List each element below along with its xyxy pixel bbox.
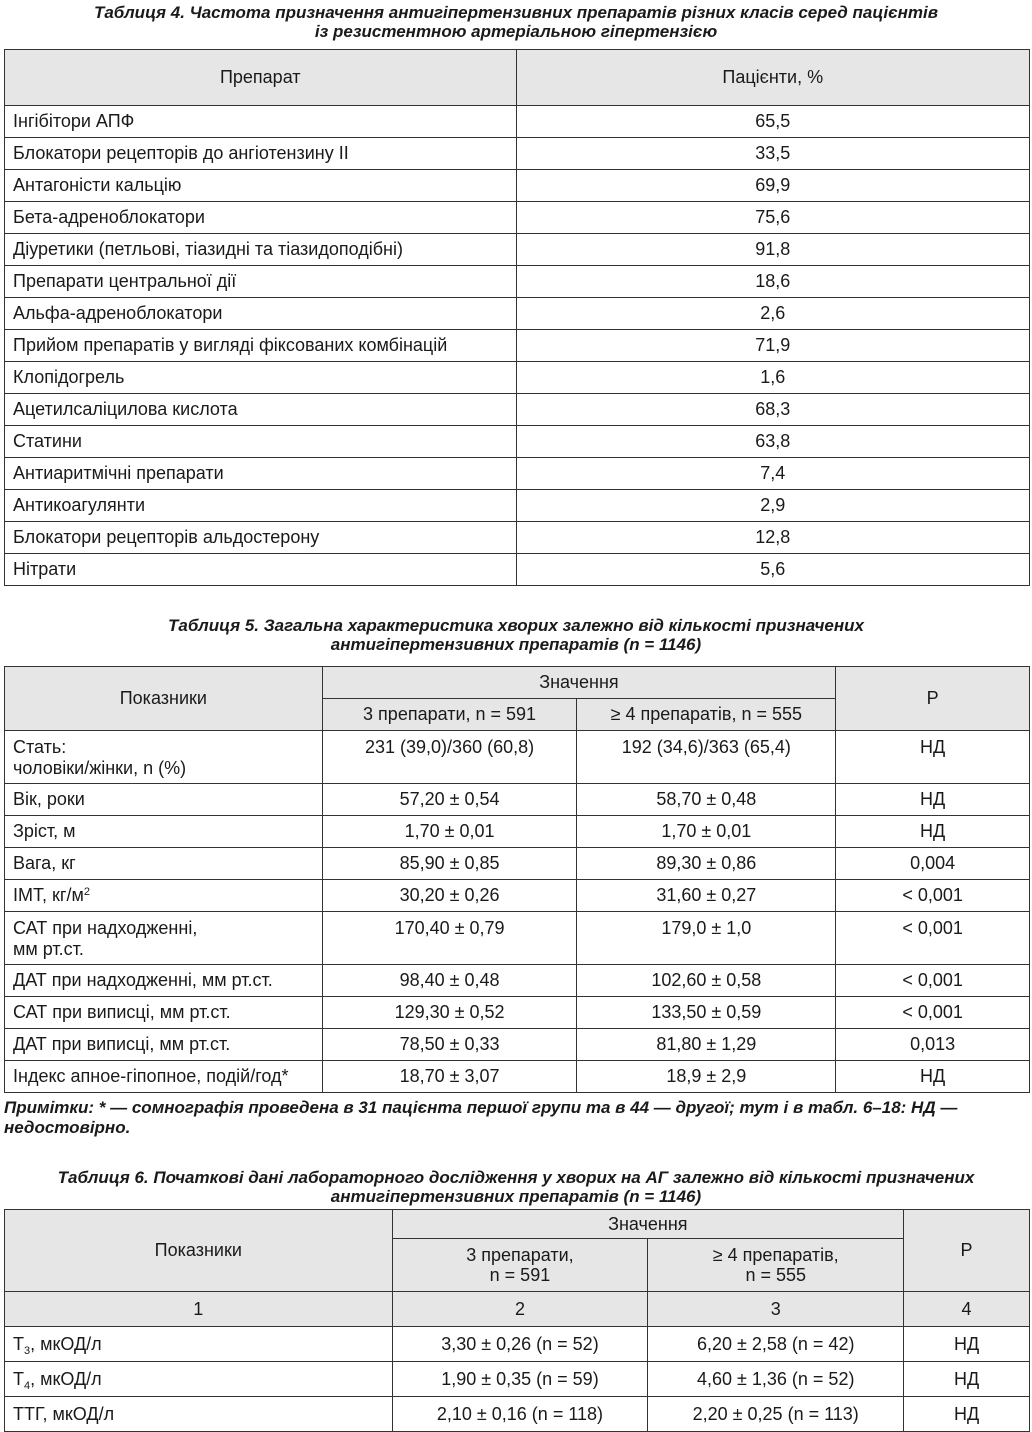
- group1-value: 2,10 ± 0,16 (n = 118): [392, 1397, 648, 1432]
- drug-name: Прийом препаратів у вигляді фіксованих комбінацій: [5, 330, 517, 362]
- table4-body: [5, 106, 1030, 586]
- indicator-name-line2: мм рт.ст.: [13, 939, 84, 959]
- table5-header-indicators: Показники: [5, 667, 323, 731]
- indicator-name-line1: ДАТ при надходженні, мм рт.ст.: [13, 970, 273, 990]
- indicator-name: [5, 1397, 393, 1432]
- table6-header-group2-line2: n = 555: [745, 1265, 806, 1285]
- p-value: НД: [904, 1327, 1030, 1362]
- indicator-name-line1: ІМТ, кг/м: [13, 885, 84, 905]
- patients-percent: 71,9: [516, 330, 1029, 362]
- p-value: < 0,001: [836, 880, 1030, 912]
- table-row: [5, 1029, 1030, 1061]
- superscript: 2: [83, 886, 90, 898]
- patients-percent: 5,6: [516, 554, 1029, 586]
- group2-value: 6,20 ± 2,58 (n = 42): [648, 1327, 904, 1362]
- table-row: [5, 1327, 1030, 1362]
- group1-value: 129,30 ± 0,52: [322, 997, 577, 1029]
- drug-name: Статини: [5, 426, 517, 458]
- indicator-name: [5, 912, 323, 965]
- drug-name: Блокатори рецепторів до ангіотензину II: [5, 138, 517, 170]
- table6-header-group2-line1: ≥ 4 препаратів,: [712, 1245, 839, 1265]
- table5: [4, 666, 1030, 1093]
- table5-header-row1: [5, 667, 1030, 699]
- table-row: [5, 490, 1030, 522]
- group1-value: 170,40 ± 0,79: [322, 912, 577, 965]
- table5-header-values: Значення: [322, 667, 836, 699]
- table4-caption-line2: із резистентною артеріальною гіпертензією: [314, 22, 718, 41]
- table4-caption: [0, 3, 1032, 41]
- patients-percent: 65,5: [516, 106, 1029, 138]
- drug-name: Антикоагулянти: [5, 490, 517, 522]
- table-row: [5, 138, 1030, 170]
- table-row: [5, 202, 1030, 234]
- drug-name: Ацетилсаліцилова кислота: [5, 394, 517, 426]
- table5-note-line2: недостовірно.: [4, 1118, 131, 1137]
- table6-caption-line2: антигіпертензивних препаратів (n = 1146): [330, 1187, 702, 1206]
- indicator-name-line1: Вага, кг: [13, 853, 76, 873]
- table6-header-p: Р: [904, 1210, 1030, 1292]
- drug-name: Блокатори рецепторів альдостерону: [5, 522, 517, 554]
- indicator-name-line1: Зріст, м: [13, 821, 76, 841]
- indicator-name: [5, 731, 323, 784]
- p-value: НД: [836, 816, 1030, 848]
- table6-num4: 4: [904, 1292, 1030, 1327]
- table-row: [5, 234, 1030, 266]
- group2-value: 58,70 ± 0,48: [577, 784, 836, 816]
- indicator-name: [5, 1061, 323, 1093]
- group1-value: 231 (39,0)/360 (60,8): [322, 731, 577, 784]
- p-value: < 0,001: [836, 997, 1030, 1029]
- group1-value: 85,90 ± 0,85: [322, 848, 577, 880]
- patients-percent: 68,3: [516, 394, 1029, 426]
- table6-caption: [0, 1168, 1032, 1206]
- subscript: 4: [24, 1379, 31, 1392]
- indicator-name-line1: Індекс апное-гіпопное, подій/год*: [13, 1066, 289, 1086]
- drug-name: Антиаритмічні препарати: [5, 458, 517, 490]
- table6-header-group2: [648, 1239, 904, 1292]
- indicator-name: [5, 1029, 323, 1061]
- table6: [4, 1209, 1030, 1432]
- drug-name: Антагоністи кальцію: [5, 170, 517, 202]
- group2-value: 192 (34,6)/363 (65,4): [577, 731, 836, 784]
- patients-percent: 12,8: [516, 522, 1029, 554]
- p-value: НД: [836, 731, 1030, 784]
- indicator-name: [5, 1362, 393, 1397]
- table6-header-row1: [5, 1210, 1030, 1239]
- drug-name: Інгібітори АПФ: [5, 106, 517, 138]
- group1-value: 78,50 ± 0,33: [322, 1029, 577, 1061]
- patients-percent: 18,6: [516, 266, 1029, 298]
- indicator-name-line2: чоловіки/жінки, n (%): [13, 758, 187, 778]
- table-row: [5, 266, 1030, 298]
- group1-value: 1,70 ± 0,01: [322, 816, 577, 848]
- drug-name: Клопідогрель: [5, 362, 517, 394]
- group1-value: 30,20 ± 0,26: [322, 880, 577, 912]
- indicator-name: [5, 848, 323, 880]
- table-row: [5, 912, 1030, 965]
- table-row: [5, 170, 1030, 202]
- table6-caption-line1: Таблиця 6. Початкові дані лабораторного дослідження у хворих на АГ залежно від кількості призначених: [57, 1168, 975, 1187]
- table5-caption-line1: Таблиця 5. Загальна характеристика хворих залежно від кількості призначених: [168, 616, 864, 635]
- patients-percent: 7,4: [516, 458, 1029, 490]
- group2-value: 133,50 ± 0,59: [577, 997, 836, 1029]
- table6-num3: 3: [648, 1292, 904, 1327]
- indicator-name: [5, 1327, 393, 1362]
- table4-header-drug: Препарат: [5, 50, 517, 106]
- patients-percent: 91,8: [516, 234, 1029, 266]
- table5-header-p: Р: [836, 667, 1030, 731]
- group2-value: 2,20 ± 0,25 (n = 113): [648, 1397, 904, 1432]
- indicator-unit: , мкОД/л: [30, 1368, 102, 1389]
- table5-header-group2: ≥ 4 препаратів, n = 555: [577, 699, 836, 731]
- table-row: [5, 880, 1030, 912]
- table-row: [5, 816, 1030, 848]
- table-row: [5, 554, 1030, 586]
- table4-caption-line1: Таблиця 4. Частота призначення антигіпертензивних препаратів різних класів серед пацієнтів: [93, 3, 939, 22]
- table6-header-values: Значення: [392, 1210, 904, 1239]
- table-row: [5, 965, 1030, 997]
- indicator-name: [5, 997, 323, 1029]
- indicator-name: [5, 816, 323, 848]
- indicator-name: [5, 965, 323, 997]
- drug-name: Препарати центральної дії: [5, 266, 517, 298]
- drug-name: Нітрати: [5, 554, 517, 586]
- indicator-name: [5, 784, 323, 816]
- patients-percent: 33,5: [516, 138, 1029, 170]
- p-value: НД: [836, 1061, 1030, 1093]
- table6-header-group1-line2: n = 591: [489, 1265, 551, 1285]
- patients-percent: 75,6: [516, 202, 1029, 234]
- group1-value: 3,30 ± 0,26 (n = 52): [392, 1327, 648, 1362]
- p-value: < 0,001: [836, 965, 1030, 997]
- indicator-name-line1: Вік, роки: [13, 789, 85, 809]
- table5-note-line1: Примітки: * — сомнографія проведена в 31 пацієнта першої групи та в 44 — другої; тут і в табл. 6–18: НД —: [4, 1098, 958, 1117]
- table-row: [5, 1061, 1030, 1093]
- group2-value: 18,9 ± 2,9: [577, 1061, 836, 1093]
- p-value: НД: [836, 784, 1030, 816]
- patients-percent: 2,6: [516, 298, 1029, 330]
- table5-caption: [0, 616, 1032, 654]
- drug-name: Альфа-адреноблокатори: [5, 298, 517, 330]
- group2-value: 102,60 ± 0,58: [577, 965, 836, 997]
- table-row: [5, 106, 1030, 138]
- indicator-name-line1: САТ при виписці, мм рт.ст.: [13, 1002, 231, 1022]
- table6-number-row: [5, 1292, 1030, 1327]
- table4-header-patients: Пацієнти, %: [516, 50, 1029, 106]
- table-row: [5, 848, 1030, 880]
- indicator-name-line1: САТ при надходженні,: [13, 918, 198, 938]
- table-row: [5, 394, 1030, 426]
- table4-header-row: [5, 50, 1030, 106]
- patients-percent: 63,8: [516, 426, 1029, 458]
- group2-value: 81,80 ± 1,29: [577, 1029, 836, 1061]
- indicator-name-text: Т: [13, 1368, 24, 1389]
- indicator-name: [5, 880, 323, 912]
- table-row: [5, 330, 1030, 362]
- patients-percent: 69,9: [516, 170, 1029, 202]
- table6-header-group1-line1: 3 препарати,: [466, 1245, 574, 1265]
- group1-value: 98,40 ± 0,48: [322, 965, 577, 997]
- indicator-name-line1: ДАТ при виписці, мм рт.ст.: [13, 1034, 231, 1054]
- patients-percent: 2,9: [516, 490, 1029, 522]
- table-row: [5, 426, 1030, 458]
- table6-num1: 1: [5, 1292, 393, 1327]
- indicator-unit: , мкОД/л: [30, 1333, 102, 1354]
- group2-value: 1,70 ± 0,01: [577, 816, 836, 848]
- table-row: [5, 1362, 1030, 1397]
- group1-value: 57,20 ± 0,54: [322, 784, 577, 816]
- p-value: НД: [904, 1397, 1030, 1432]
- table6-header-indicators: Показники: [5, 1210, 393, 1292]
- table-row: [5, 458, 1030, 490]
- table6-header-group1: [392, 1239, 648, 1292]
- table5-note: [4, 1098, 1028, 1138]
- table6-num2: 2: [392, 1292, 648, 1327]
- table6-body: [5, 1327, 1030, 1432]
- group2-value: 31,60 ± 0,27: [577, 880, 836, 912]
- table-row: [5, 1397, 1030, 1432]
- p-value: НД: [904, 1362, 1030, 1397]
- table5-body: [5, 731, 1030, 1093]
- p-value: 0,013: [836, 1029, 1030, 1061]
- table-row: [5, 298, 1030, 330]
- table-row: [5, 362, 1030, 394]
- table-row: [5, 522, 1030, 554]
- p-value: < 0,001: [836, 912, 1030, 965]
- group1-value: 18,70 ± 3,07: [322, 1061, 577, 1093]
- patients-percent: 1,6: [516, 362, 1029, 394]
- table5-header-group1: 3 препарати, n = 591: [322, 699, 577, 731]
- subscript: 3: [24, 1344, 31, 1357]
- table-row: [5, 731, 1030, 784]
- group2-value: 4,60 ± 1,36 (n = 52): [648, 1362, 904, 1397]
- indicator-name-line1: Стать:: [13, 737, 67, 757]
- group2-value: 179,0 ± 1,0: [577, 912, 836, 965]
- table-row: [5, 997, 1030, 1029]
- indicator-name-text: ТТГ, мкОД/л: [13, 1403, 115, 1424]
- group2-value: 89,30 ± 0,86: [577, 848, 836, 880]
- table5-caption-line2: антигіпертензивних препаратів (n = 1146): [330, 635, 702, 654]
- indicator-name-text: Т: [13, 1333, 24, 1354]
- group1-value: 1,90 ± 0,35 (n = 59): [392, 1362, 648, 1397]
- p-value: 0,004: [836, 848, 1030, 880]
- table4: [4, 49, 1030, 586]
- drug-name: Діуретики (петльові, тіазидні та тіазидоподібні): [5, 234, 517, 266]
- drug-name: Бета-адреноблокатори: [5, 202, 517, 234]
- table-row: [5, 784, 1030, 816]
